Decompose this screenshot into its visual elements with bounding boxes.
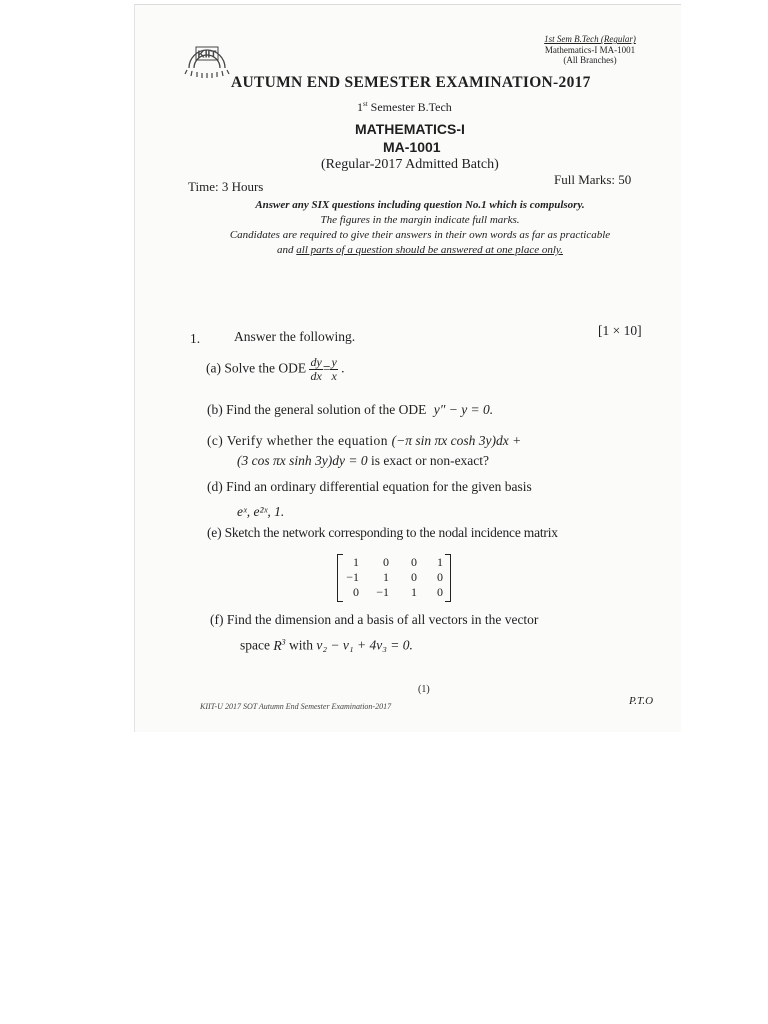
matrix-cell: 1 xyxy=(383,570,389,584)
matrix-cell: 0 xyxy=(437,585,443,599)
instruction-line4-pre: and xyxy=(277,244,297,256)
matrix-cell: 1 xyxy=(437,555,443,569)
part-a-text: Solve the ODE xyxy=(224,360,307,376)
part-f-text2a: space xyxy=(240,637,270,653)
instruction-line3: Candidates are required to give their answers in their own words as far as practicable xyxy=(229,229,611,241)
part-a xyxy=(206,356,345,383)
fraction-dy-dx xyxy=(309,356,322,383)
part-a-label: (a) xyxy=(206,360,221,376)
part-e xyxy=(207,525,558,541)
fraction-denominator: x xyxy=(331,369,337,383)
part-c xyxy=(207,433,521,449)
matrix-right-bracket xyxy=(445,554,451,602)
part-d-label: (d) xyxy=(207,479,223,494)
pto-label: P.T.O xyxy=(629,695,654,707)
incidence-matrix xyxy=(337,554,451,602)
matrix-cell: 0 xyxy=(353,585,359,599)
equals-sign: = xyxy=(322,360,331,376)
part-d-basis: eˣ, e²ˣ, 1. xyxy=(237,504,285,519)
header-note-line2: Mathematics-I MA-1001 xyxy=(544,44,636,55)
subject-name: MATHEMATICS-I xyxy=(355,121,465,137)
subject-code: MA-1001 xyxy=(383,139,441,155)
time-duration: Time: 3 Hours xyxy=(188,179,264,194)
part-c-text2: is exact or non-exact? xyxy=(370,453,490,468)
matrix-cell: 0 xyxy=(437,570,443,584)
part-f-space xyxy=(273,638,285,653)
part-d-text: Find an ordinary differential equation for the given basis xyxy=(226,479,532,494)
instruction-line2: The figures in the margin indicate full marks. xyxy=(320,214,520,226)
footer-text: KIIT-U 2017 SOT Autumn End Semester Examination-2017 xyxy=(200,702,392,711)
matrix-cell: 0 xyxy=(411,570,417,584)
matrix-cell: −1 xyxy=(376,585,389,599)
instructions xyxy=(190,198,650,258)
part-b-equation: y″ − y = 0. xyxy=(433,402,494,417)
part-b-text: Find the general solution of the ODE xyxy=(226,402,427,417)
exam-title: AUTUMN END SEMESTER EXAMINATION-2017 xyxy=(231,74,591,91)
part-b-label: (b) xyxy=(207,402,223,417)
semester xyxy=(357,100,452,115)
part-c-label: (c) xyxy=(207,433,224,448)
instruction-line1 xyxy=(190,198,650,213)
question-text: Answer the following. xyxy=(234,329,356,344)
part-d xyxy=(207,479,532,495)
header-note-line1: 1st Sem B.Tech (Regular) xyxy=(544,34,636,44)
fraction-y-x xyxy=(330,356,337,383)
batch: (Regular-2017 Admitted Batch) xyxy=(321,157,499,172)
semester-num: 1 xyxy=(357,100,363,114)
part-b xyxy=(207,402,493,418)
part-f-text2b: with xyxy=(288,637,313,653)
part-c-text: Verify whether the equation xyxy=(226,433,388,448)
question-marks: [1 × 10] xyxy=(598,323,642,338)
part-f-space-sup: 3 xyxy=(281,637,286,646)
fraction-denominator: dx xyxy=(310,369,322,383)
matrix-cell: 1 xyxy=(353,555,359,569)
part-f-line2 xyxy=(240,637,413,654)
part-c-line2 xyxy=(237,453,489,469)
part-f-text: Find the dimension and a basis of all vectors in the vector xyxy=(226,612,539,627)
part-c-equation-1: (−π sin πx cosh 3y)dx + xyxy=(391,433,522,448)
part-f-label: (f) xyxy=(210,612,224,627)
part-a-end: . xyxy=(341,360,345,376)
semester-rest: Semester B.Tech xyxy=(367,100,452,114)
instruction-line4-underlined: all parts of a question should be answered at one place only. xyxy=(296,244,563,256)
semester-sup: st xyxy=(363,100,368,108)
header-note xyxy=(535,34,645,66)
part-f-equation: v₂ − v₁ + 4v₃ = 0. xyxy=(316,637,413,653)
page-number: (1) xyxy=(418,684,430,695)
full-marks: Full Marks: 50 xyxy=(554,172,632,187)
fraction-numerator: dy xyxy=(310,355,322,369)
instruction-compulsory: Answer any SIX questions including question No.1 which is compulsory. xyxy=(255,199,585,211)
university-logo xyxy=(183,40,231,80)
part-c-equation-2: (3 cos πx sinh 3y)dy = 0 xyxy=(237,453,368,468)
fraction-numerator: y xyxy=(331,355,337,369)
part-e-label: (e) xyxy=(207,525,222,540)
part-f-space-symbol: R xyxy=(273,637,282,653)
part-e-text: Sketch the network corresponding to the nodal incidence matrix xyxy=(224,525,558,540)
instruction-line4 xyxy=(190,243,650,258)
header-note-line3: (All Branches) xyxy=(563,55,617,65)
logo-text: KIIT xyxy=(197,49,217,61)
matrix-cell: −1 xyxy=(346,570,359,584)
question-number: 1. xyxy=(190,331,201,346)
matrix-cell: 0 xyxy=(383,555,389,569)
matrix-cell: 1 xyxy=(411,585,417,599)
part-f xyxy=(210,612,538,628)
matrix-cell: 0 xyxy=(411,555,417,569)
